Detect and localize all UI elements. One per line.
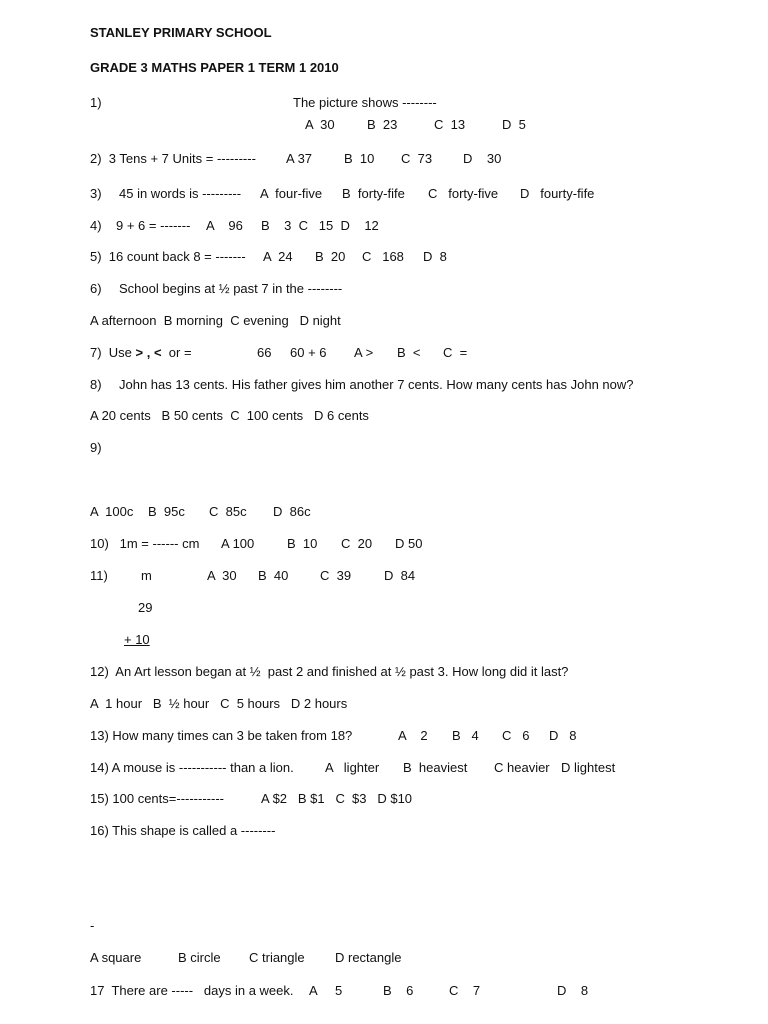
q5-option-a: A 24	[263, 249, 293, 264]
q8-options: A 20 cents B 50 cents C 100 cents D 6 cents	[90, 408, 369, 423]
q9-option-a: A 100c	[90, 504, 134, 519]
q7-symbols: > , <	[135, 345, 162, 360]
q13-option-b: B 4	[452, 728, 479, 743]
q17-option-d: D 8	[557, 983, 589, 998]
q16-text: 16) This shape is called a --------	[90, 823, 276, 838]
q11-top-number: 29	[138, 600, 153, 615]
q11-number: 11)	[90, 568, 108, 583]
q2-option-b: B 10	[344, 151, 375, 166]
q1-option-b: B 23	[367, 117, 398, 132]
q9-option-c: C 85c	[209, 504, 247, 519]
q2-option-c: C 73	[401, 151, 433, 166]
q14-option-a: A lighter	[325, 760, 380, 775]
q5-option-d: D 8	[423, 249, 447, 264]
q4-options-bcd: B 3 C 15 D 12	[261, 218, 379, 233]
q14-option-b: B heaviest	[403, 760, 468, 775]
q14-option-d: D lightest	[561, 760, 616, 775]
q10-option-a: A 100	[221, 536, 255, 551]
q11-option-c: C 39	[320, 568, 352, 583]
q16-option-d: D rectangle	[335, 950, 402, 965]
q9-option-d: D 86c	[273, 504, 311, 519]
q11-unit: m	[141, 568, 152, 583]
q10-option-d: D 50	[395, 536, 423, 551]
q7-option-a: A >	[354, 345, 374, 360]
paper-title: GRADE 3 MATHS PAPER 1 TERM 1 2010	[90, 60, 339, 75]
q3-text: 45 in words is ---------	[119, 186, 242, 201]
q1-option-d: D 5	[502, 117, 526, 132]
q12-text: 12) An Art lesson began at ½ past 2 and finished at ½ past 3. How long did it last?	[90, 664, 569, 679]
q15-text: 15) 100 cents=-----------	[90, 791, 224, 806]
q2-option-a: A 37	[286, 151, 313, 166]
q3-option-b: B forty-fife	[342, 186, 405, 201]
q17-text: 17 There are ----- days in a week.	[90, 983, 294, 998]
q13-option-a: A 2	[398, 728, 428, 743]
school-name: STANLEY PRIMARY SCHOOL	[90, 25, 272, 40]
q15-options: A $2 B $1 C $3 D $10	[261, 791, 413, 806]
q14-text: 14) A mouse is ----------- than a lion.	[90, 760, 294, 775]
q7-option-c: C =	[443, 345, 468, 360]
q3-option-d: D fourty-fife	[520, 186, 595, 201]
q8-number: 8)	[90, 377, 102, 392]
q17-option-c: C 7	[449, 983, 481, 998]
q3-option-c: C forty-five	[428, 186, 499, 201]
q16-option-b: B circle	[178, 950, 221, 965]
q4-option-a: A 96	[206, 218, 243, 233]
q16-option-a: A square	[90, 950, 142, 965]
q4-number: 4)	[90, 218, 102, 233]
q13-option-d: D 8	[549, 728, 577, 743]
q17-option-b: B 6	[383, 983, 414, 998]
q13-text: 13) How many times can 3 be taken from 18?	[90, 728, 353, 743]
q8-text: John has 13 cents. His father gives him another 7 cents. How many cents has John now?	[119, 377, 634, 392]
q1-option-c: C 13	[434, 117, 466, 132]
q9-option-b: B 95c	[148, 504, 185, 519]
q13-option-c: C 6	[502, 728, 530, 743]
q3-option-a: A four-five	[260, 186, 323, 201]
q11-bottom-number: + 10	[124, 632, 150, 647]
q1-text: The picture shows --------	[293, 95, 437, 110]
q2-text: 2) 3 Tens + 7 Units = ---------	[90, 151, 256, 166]
q10-text: 10) 1m = ------ cm	[90, 536, 200, 551]
q7-option-b: B <	[397, 345, 421, 360]
q14-option-c: C heavier	[494, 760, 550, 775]
q12-options: A 1 hour B ½ hour C 5 hours D 2 hours	[90, 696, 348, 711]
q4-text: 9 + 6 = -------	[116, 218, 191, 233]
q6-text: School begins at ½ past 7 in the --------	[119, 281, 343, 296]
q1-number: 1)	[90, 95, 102, 110]
q3-number: 3)	[90, 186, 102, 201]
q16-option-c: C triangle	[249, 950, 305, 965]
q7-left-value: 66	[257, 345, 272, 360]
q16-dash: -	[90, 918, 95, 933]
q10-option-c: C 20	[341, 536, 373, 551]
q7-right-value: 60 + 6	[290, 345, 327, 360]
q6-number: 6)	[90, 281, 102, 296]
q5-text: 5) 16 count back 8 = -------	[90, 249, 246, 264]
q11-option-d: D 84	[384, 568, 416, 583]
q7-prompt	[90, 345, 192, 361]
q11-option-b: B 40	[258, 568, 289, 583]
q10-option-b: B 10	[287, 536, 318, 551]
q1-option-a: A 30	[305, 117, 335, 132]
q5-option-c: C 168	[362, 249, 404, 264]
q6-options: A afternoon B morning C evening D night	[90, 313, 341, 328]
q17-option-a: A 5	[309, 983, 343, 998]
q9-number: 9)	[90, 440, 102, 455]
q7-prefix: 7) Use	[90, 345, 136, 360]
q11-option-a: A 30	[207, 568, 237, 583]
q7-suffix: or =	[161, 345, 192, 360]
q2-option-d: D 30	[463, 151, 502, 166]
q5-option-b: B 20	[315, 249, 346, 264]
